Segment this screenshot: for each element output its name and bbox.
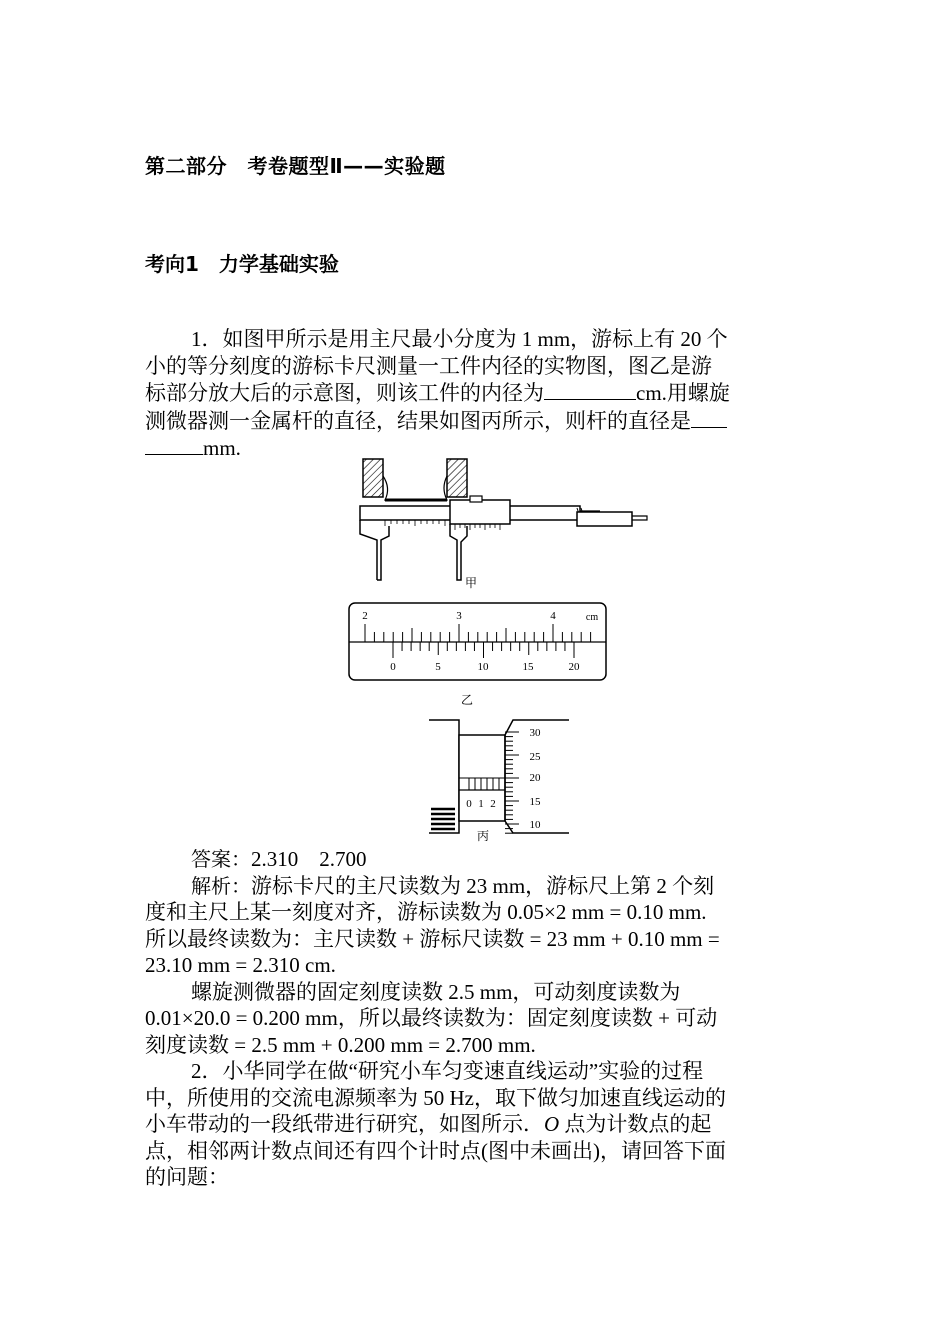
vernier-label: 10: [477, 661, 489, 673]
sleeve-label: 0: [466, 798, 472, 810]
question-1-text: cm.用螺旋: [636, 381, 730, 405]
thimble-label: 20: [529, 772, 541, 784]
frame-body: [429, 720, 459, 833]
lock-screw: [470, 496, 482, 502]
analysis-label: 解析：: [191, 873, 251, 898]
analysis-line: 螺旋测微器的固定刻度读数 2.5 mm，可动刻度读数为: [191, 979, 681, 1004]
main-label: 4: [550, 610, 556, 622]
thimble-label: 15: [529, 796, 541, 808]
vernier-label: 15: [522, 661, 534, 673]
analysis-text: 游标卡尺的主尺读数为 23 mm，游标尺上第 2 个刻: [251, 873, 715, 898]
workpiece-left-wall: [363, 459, 383, 497]
figure-jia-vernier-caliper: [355, 456, 655, 586]
figure-yi-caption: 乙: [461, 693, 474, 707]
answer-blank-2: [691, 407, 727, 428]
question-1-line: 1．如图甲所示是用主尺最小分度为 1 mm，游标上有 20 个: [191, 327, 728, 351]
question-1-line: [145, 407, 807, 435]
answer-block: [145, 846, 807, 1058]
answer-blank-2-continued: [145, 434, 203, 455]
analysis-line: 所以最终读数为：主尺读数 + 游标尺读数 = 23 mm + 0.10 mm =: [145, 926, 720, 951]
figure-yi-vernier-scale: [348, 602, 608, 682]
main-label: 3: [456, 610, 462, 622]
analysis-line: [145, 873, 807, 900]
fixed-outer-jaw: [360, 520, 377, 580]
answer-value: 2.310 2.700: [251, 847, 367, 871]
answer-label: 答案：: [191, 847, 251, 871]
answer-line: [145, 846, 807, 873]
figure-bing-caption: 丙: [477, 829, 490, 843]
question-1-line: [145, 379, 807, 407]
analysis-line: 刻度读数 = 2.5 mm + 0.200 mm = 2.700 mm.: [145, 1032, 536, 1057]
question-2-line: 的问题：: [145, 1165, 229, 1189]
vernier-label: 20: [568, 661, 580, 673]
question-1-text: 标部分放大后的示意图，则该工件的内径为: [145, 381, 544, 405]
workpiece-right-wall: [447, 459, 467, 497]
thimble-label: 10: [529, 819, 541, 831]
question-1-text: 测微器测一金属杆的直径，结果如图丙所示，则杆的直径是: [145, 408, 691, 433]
analysis-line: 度和主尺上某一刻度对齐，游标读数为 0.05×2 mm = 0.10 mm.: [145, 900, 707, 924]
question-2-line: 点，相邻两计数点间还有四个计时点(图中未画出)，请回答下面: [145, 1138, 726, 1163]
main-scale-ticks: [385, 520, 445, 526]
point-o-label: O: [544, 1112, 560, 1136]
question-1: [145, 326, 807, 462]
vernier-label: 0: [390, 661, 396, 673]
depth-rod: [577, 512, 632, 526]
main-label: 2: [362, 610, 368, 622]
sleeve-label: 1: [478, 798, 484, 810]
thimble-label: 30: [529, 727, 541, 739]
question-2-line: 中，所使用的交流电源频率为 50 Hz，取下做匀加速直线运动的: [145, 1085, 726, 1110]
figure-bing-micrometer: [425, 715, 575, 840]
vernier-label: 5: [435, 661, 441, 673]
analysis-line: 23.10 mm = 2.310 cm.: [145, 953, 336, 977]
question-1-line: 小的等分刻度的游标卡尺测量一工件内径的实物图，图乙是游: [145, 353, 712, 378]
question-1-text: mm.: [203, 436, 241, 460]
sleeve-label: 2: [490, 798, 496, 810]
figure-jia-caption: 甲: [465, 576, 478, 590]
anvil: [431, 809, 455, 829]
section-title: 第二部分 考卷题型Ⅱ——实验题: [145, 154, 446, 178]
sliding-outer-jaw: [450, 524, 467, 580]
workpiece-inner-bore: [383, 476, 447, 500]
analysis-line: 0.01×20.0 = 0.200 mm，所以最终读数为：固定刻度读数 + 可动: [145, 1006, 718, 1030]
question-2-text: 点为计数点的起: [559, 1112, 712, 1136]
thimble-label: 25: [529, 751, 541, 763]
question-2-text: 小车带动的一段纸带进行研究，如图所示．: [145, 1112, 544, 1136]
vernier-slider: [450, 500, 510, 524]
thimble-ticks: [505, 732, 519, 833]
question-2-line: 2．小华同学在做“研究小车匀变速直线运动”实验的过程: [191, 1059, 704, 1083]
question-2: [145, 1058, 807, 1191]
answer-blank-1: [544, 379, 636, 400]
section-subtitle: 考向1 力学基础实验: [145, 252, 339, 276]
unit-label: cm: [585, 612, 599, 623]
question-2-line: [145, 1111, 807, 1138]
